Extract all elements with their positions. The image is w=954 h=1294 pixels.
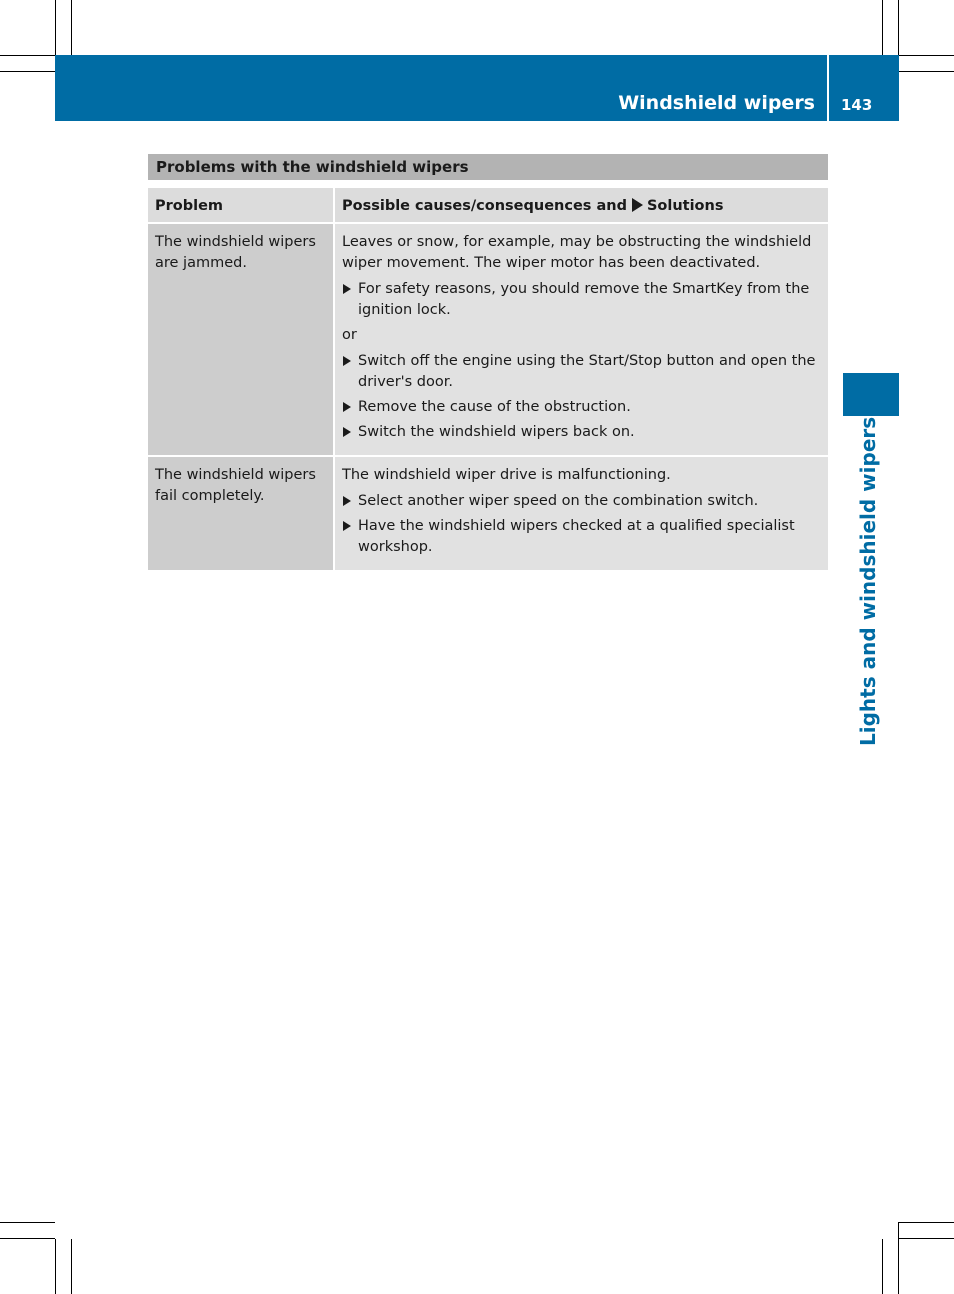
- crop-mark: [0, 1238, 55, 1239]
- page-header: [55, 55, 899, 121]
- solution-step: Remove the cause of the obstruction.: [342, 397, 822, 418]
- crop-mark: [899, 1222, 954, 1223]
- troubleshooting-table: [148, 188, 828, 572]
- table-row: [148, 223, 828, 456]
- problem-cell: The windshield wipers fail completely.: [148, 456, 334, 571]
- crop-mark: [899, 71, 954, 72]
- crop-mark: [71, 1239, 72, 1294]
- header-problem: Problem: [148, 188, 334, 223]
- solution-step: Switch off the engine using the Start/Stop button and open the driver's door.: [342, 351, 822, 393]
- crop-mark: [0, 71, 55, 72]
- solution-step: Select another wiper speed on the combination switch.: [342, 491, 822, 512]
- chapter-tab: [843, 373, 899, 416]
- solution-cell: [334, 456, 828, 571]
- page-title: Windshield wipers: [618, 92, 815, 114]
- header-divider: [827, 55, 829, 121]
- crop-mark: [882, 0, 883, 55]
- crop-mark: [882, 1239, 883, 1294]
- cause-text: The windshield wiper drive is malfunctioning.: [342, 467, 671, 483]
- section-title: Problems with the windshield wipers: [148, 154, 828, 180]
- or-text: or: [342, 327, 357, 343]
- solution-step: Switch the windshield wipers back on.: [342, 422, 822, 443]
- page-number: 143: [841, 96, 873, 114]
- header-solutions-label: Solutions: [646, 198, 724, 214]
- table-header-row: [148, 188, 828, 223]
- problem-cell: The windshield wipers are jammed.: [148, 223, 334, 456]
- crop-mark: [0, 55, 55, 56]
- crop-mark: [898, 0, 899, 55]
- header-causes: [334, 188, 828, 223]
- crop-mark: [0, 1222, 55, 1223]
- solution-cell: [334, 223, 828, 456]
- solution-step: Have the windshield wipers checked at a qualified specialist workshop.: [342, 516, 822, 558]
- crop-mark: [899, 1238, 954, 1239]
- solution-step: For safety reasons, you should remove the SmartKey from the ignition lock.: [342, 279, 822, 321]
- crop-mark: [55, 0, 56, 55]
- crop-mark: [71, 0, 72, 55]
- table-row: [148, 456, 828, 571]
- header-causes-label: Possible causes/consequences and: [342, 198, 627, 214]
- chapter-title: Lights and windshield wipers: [856, 416, 880, 746]
- crop-mark: [899, 55, 954, 56]
- cause-text: Leaves or snow, for example, may be obstructing the windshield wiper movement. The wiper motor has been deactivated.: [342, 234, 812, 271]
- crop-mark: [55, 1239, 56, 1294]
- crop-mark: [898, 1222, 899, 1294]
- arrow-right-icon: [632, 198, 643, 212]
